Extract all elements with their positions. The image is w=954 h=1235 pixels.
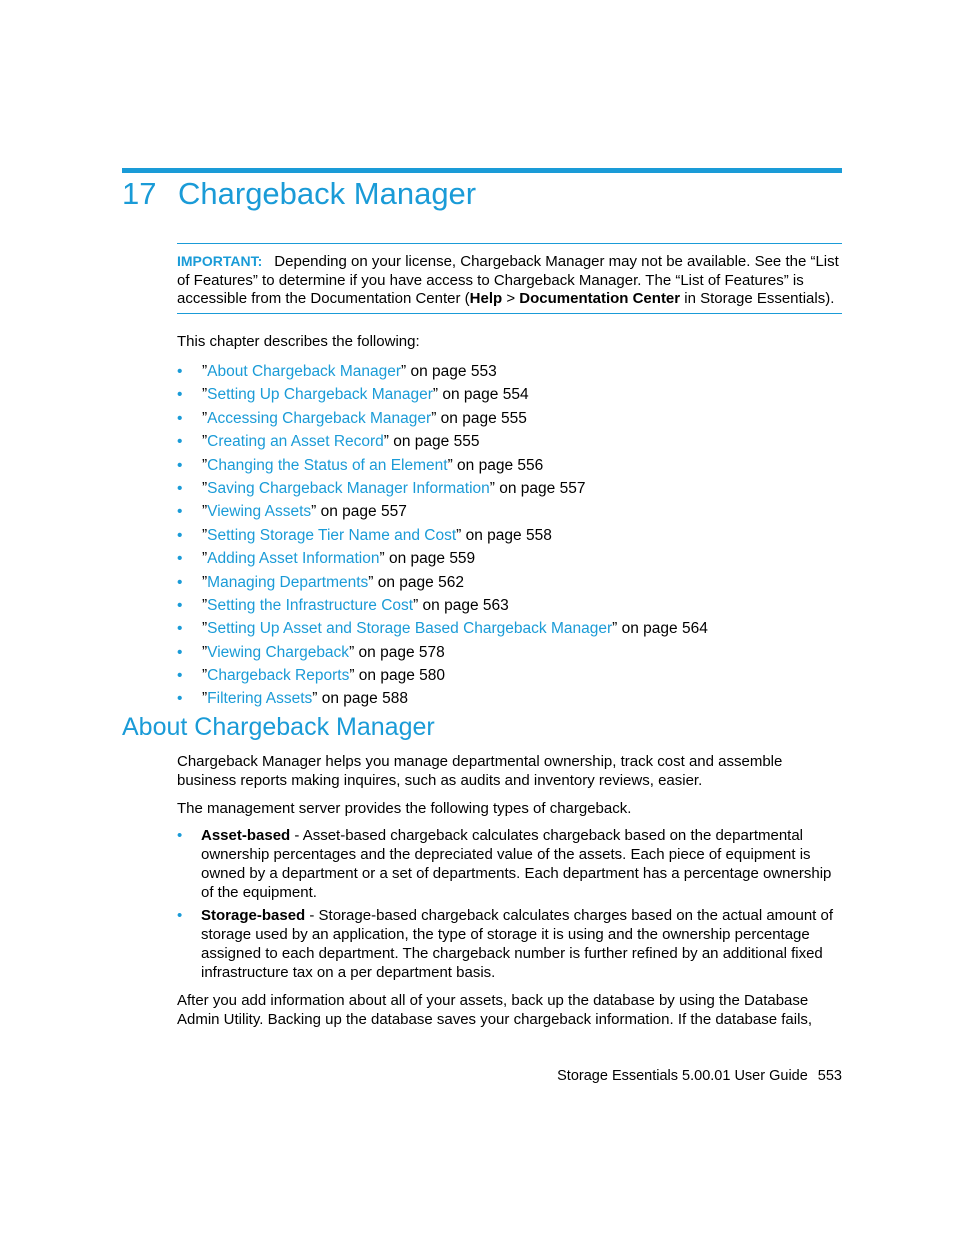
section-paragraph-1: Chargeback Manager helps you manage departmental ownership, track cost and assemble business reports making inquires, such as audits and inventory reviews, easier. — [177, 753, 783, 789]
toc-page-number: 554 — [502, 386, 529, 404]
section-paragraph-3: After you add information about all of your assets, back up the database by using the Database Admin Utility. Backing up the database saves your chargeback information. If the database fails, — [177, 992, 813, 1028]
toc-page-label: ” on page — [431, 409, 501, 427]
toc-page-label: ” on page — [383, 433, 454, 451]
bullet-icon: • — [177, 479, 183, 497]
toc-item — [177, 687, 708, 710]
toc-page-label: ” on page — [432, 386, 503, 404]
toc-page-number: 557 — [380, 503, 407, 521]
toc-quote-open: ” — [202, 667, 208, 685]
toc-page-label: ” on page — [349, 667, 420, 685]
chapter-title-text: Chargeback Manager — [178, 176, 477, 211]
toc-quote-open: ” — [202, 596, 208, 614]
toc-page-number: 558 — [525, 526, 552, 544]
toc-link[interactable]: About Chargeback Manager — [207, 363, 402, 380]
toc-page-number: 555 — [453, 433, 480, 451]
toc-page-number: 559 — [449, 550, 476, 568]
toc-item — [177, 407, 708, 430]
bullet-icon: • — [177, 667, 183, 685]
toc-page-number: 555 — [501, 409, 527, 427]
toc-item — [177, 617, 708, 640]
toc-quote-open: ” — [202, 433, 208, 451]
bullet-icon: • — [177, 573, 183, 591]
toc-link[interactable]: Accessing Chargeback Manager — [207, 409, 432, 427]
toc-quote-open: ” — [202, 526, 208, 544]
important-text-before: Depending on your license, Chargeback Manager may not be available. See the “List of Features” to determine if you have access to Chargeback Manager. The “List of Features” is accessible from the Documentation Center ( — [177, 253, 839, 307]
bullet-icon: • — [177, 550, 183, 568]
chargeback-types-list — [177, 826, 842, 986]
bullet-icon: • — [177, 386, 183, 404]
toc-item — [177, 547, 708, 570]
important-note — [177, 243, 842, 314]
bullet-icon: • — [177, 596, 183, 614]
toc-quote-open: ” — [202, 620, 208, 638]
toc-link[interactable]: Setting Up Asset and Storage Based Chargeback Manager — [207, 620, 613, 638]
type-description: - Storage-based chargeback calculates charges based on the actual amount of storage used by an application, the type of storage it is using and the ownership percentage assigned to each department. The chargeback number is further refined by an additional fixed infrastructure tax on a per department basis. — [201, 907, 834, 981]
toc-page-number: 578 — [418, 643, 445, 661]
toc-page-number: 563 — [482, 596, 509, 614]
list-item — [177, 826, 842, 902]
toc-link[interactable]: Creating an Asset Record — [207, 433, 384, 451]
chapter-title — [122, 174, 476, 214]
toc-page-label: ” on page — [456, 526, 526, 544]
toc-quote-open: ” — [202, 690, 208, 708]
toc-link[interactable]: Filtering Assets — [207, 690, 313, 708]
toc-link[interactable]: Changing the Status of an Element — [207, 456, 448, 474]
toc-item — [177, 477, 708, 500]
toc-item — [177, 500, 708, 523]
bullet-icon: • — [177, 827, 183, 844]
toc-page-label: ” on page — [401, 363, 471, 380]
bullet-icon: • — [177, 526, 183, 544]
toc-page-number: 588 — [382, 690, 408, 708]
toc-link[interactable]: Setting Storage Tier Name and Cost — [207, 526, 457, 544]
toc-link[interactable]: Managing Departments — [207, 573, 369, 591]
type-term: Storage-based — [201, 907, 306, 924]
toc-link[interactable]: Adding Asset Information — [207, 550, 380, 568]
list-item — [177, 906, 842, 982]
type-term: Asset-based — [201, 827, 291, 844]
toc-quote-open: ” — [202, 363, 208, 380]
toc-link[interactable]: Saving Chargeback Manager Information — [207, 479, 490, 497]
toc-quote-open: ” — [202, 386, 208, 404]
toc-item — [177, 594, 708, 617]
toc-quote-open: ” — [202, 503, 208, 521]
bullet-icon: • — [177, 503, 183, 521]
bullet-icon: • — [177, 907, 183, 924]
toc-item — [177, 430, 708, 453]
bullet-icon: • — [177, 643, 183, 661]
toc-item — [177, 571, 708, 594]
toc-link[interactable]: Setting Up Chargeback Manager — [207, 386, 433, 404]
toc-page-number: 553 — [470, 363, 497, 380]
footer-guide-title: Storage Essentials 5.00.01 User Guide — [557, 1068, 808, 1084]
important-label: IMPORTANT: — [177, 253, 263, 269]
toc-quote-open: ” — [202, 550, 208, 568]
bullet-icon: • — [177, 409, 183, 427]
toc-item — [177, 664, 708, 687]
toc-page-number: 557 — [559, 479, 586, 497]
chapter-number: 17 — [122, 176, 157, 211]
toc-item — [177, 454, 708, 477]
important-text-after: in Storage Essentials). — [680, 290, 835, 307]
important-bold-doc-center: Documentation Center — [519, 290, 681, 307]
toc-page-label: ” on page — [447, 456, 518, 474]
toc-page-label: ” on page — [379, 550, 450, 568]
toc-page-label: ” on page — [368, 573, 439, 591]
important-separator: > — [502, 290, 520, 307]
chapter-toc-list — [177, 360, 708, 711]
bullet-icon: • — [177, 363, 183, 380]
toc-page-number: 556 — [517, 456, 544, 474]
toc-item — [177, 641, 708, 664]
toc-page-label: ” on page — [612, 620, 682, 638]
footer-page-number: 553 — [817, 1068, 842, 1084]
toc-quote-open: ” — [202, 643, 208, 661]
toc-page-label: ” on page — [349, 643, 419, 661]
toc-page-label: ” on page — [489, 479, 560, 497]
toc-link[interactable]: Viewing Assets — [207, 503, 312, 521]
toc-page-number: 562 — [438, 573, 464, 591]
toc-page-number: 580 — [419, 667, 446, 685]
chapter-intro: This chapter describes the following: — [177, 333, 420, 350]
toc-page-label: ” on page — [312, 690, 383, 708]
bullet-icon: • — [177, 620, 183, 638]
toc-item — [177, 383, 708, 406]
toc-item — [177, 524, 708, 547]
toc-link[interactable]: Chargeback Reports — [207, 667, 350, 685]
bullet-icon: • — [177, 690, 183, 708]
toc-quote-open: ” — [202, 573, 208, 591]
type-description: - Asset-based chargeback calculates chargeback based on the departmental ownership percentages and the depreciated value of the assets. Each piece of equipment is owned by a department or a set of departments. Each department has a percentage ownership of the equipment. — [201, 827, 832, 901]
toc-quote-open: ” — [202, 409, 208, 427]
toc-page-label: ” on page — [413, 596, 483, 614]
toc-item — [177, 360, 708, 383]
page-footer — [557, 1066, 842, 1086]
toc-link[interactable]: Viewing Chargeback — [207, 643, 350, 661]
section-paragraph-2: The management server provides the following types of chargeback. — [177, 800, 632, 817]
toc-page-label: ” on page — [311, 503, 381, 521]
section-title: About Chargeback Manager — [122, 713, 435, 741]
important-bold-help: Help — [469, 290, 503, 307]
toc-quote-open: ” — [202, 479, 208, 497]
toc-page-number: 564 — [681, 620, 708, 638]
toc-link[interactable]: Setting the Infrastructure Cost — [207, 596, 414, 614]
chapter-top-rule — [122, 168, 842, 173]
toc-quote-open: ” — [202, 456, 208, 474]
bullet-icon: • — [177, 433, 183, 451]
bullet-icon: • — [177, 456, 183, 474]
